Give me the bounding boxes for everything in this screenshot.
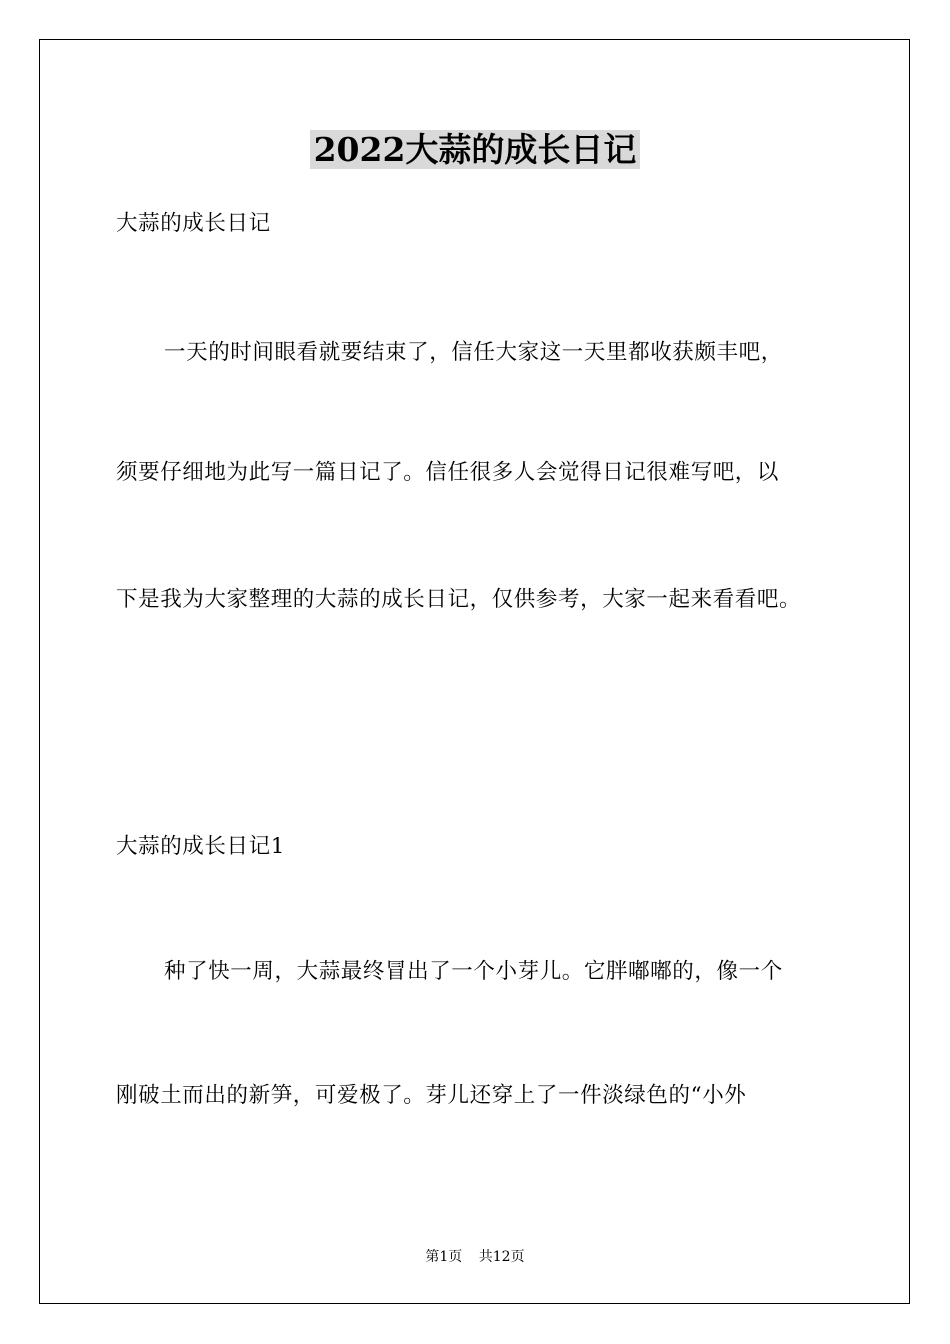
document-subtitle: 大蒜的成长日记: [116, 211, 271, 236]
page-footer: [0, 1247, 950, 1267]
intro-line-3: 下是我为大家整理的大蒜的成长日记，仅供参考，大家一起来看看吧。: [116, 587, 802, 612]
intro-line-1: 一天的时间眼看就要结束了，信任大家这一天里都收获颇丰吧，: [164, 340, 783, 365]
page-total: 共12页: [478, 1249, 525, 1265]
document-title-text: 2022大蒜的成长日记: [310, 130, 641, 169]
page-number: 第1页: [425, 1249, 463, 1265]
document-title: [0, 128, 950, 172]
section-heading: 大蒜的成长日记1: [116, 834, 285, 859]
section-line-2: 刚破土而出的新笋，可爱极了。芽儿还穿上了一件淡绿色的“小外: [116, 1083, 747, 1108]
intro-line-2: 须要仔细地为此写一篇日记了。信任很多人会觉得日记很难写吧，以: [116, 460, 780, 485]
section-line-1: 种了快一周，大蒜最终冒出了一个小芽儿。它胖嘟嘟的，像一个: [164, 959, 783, 984]
